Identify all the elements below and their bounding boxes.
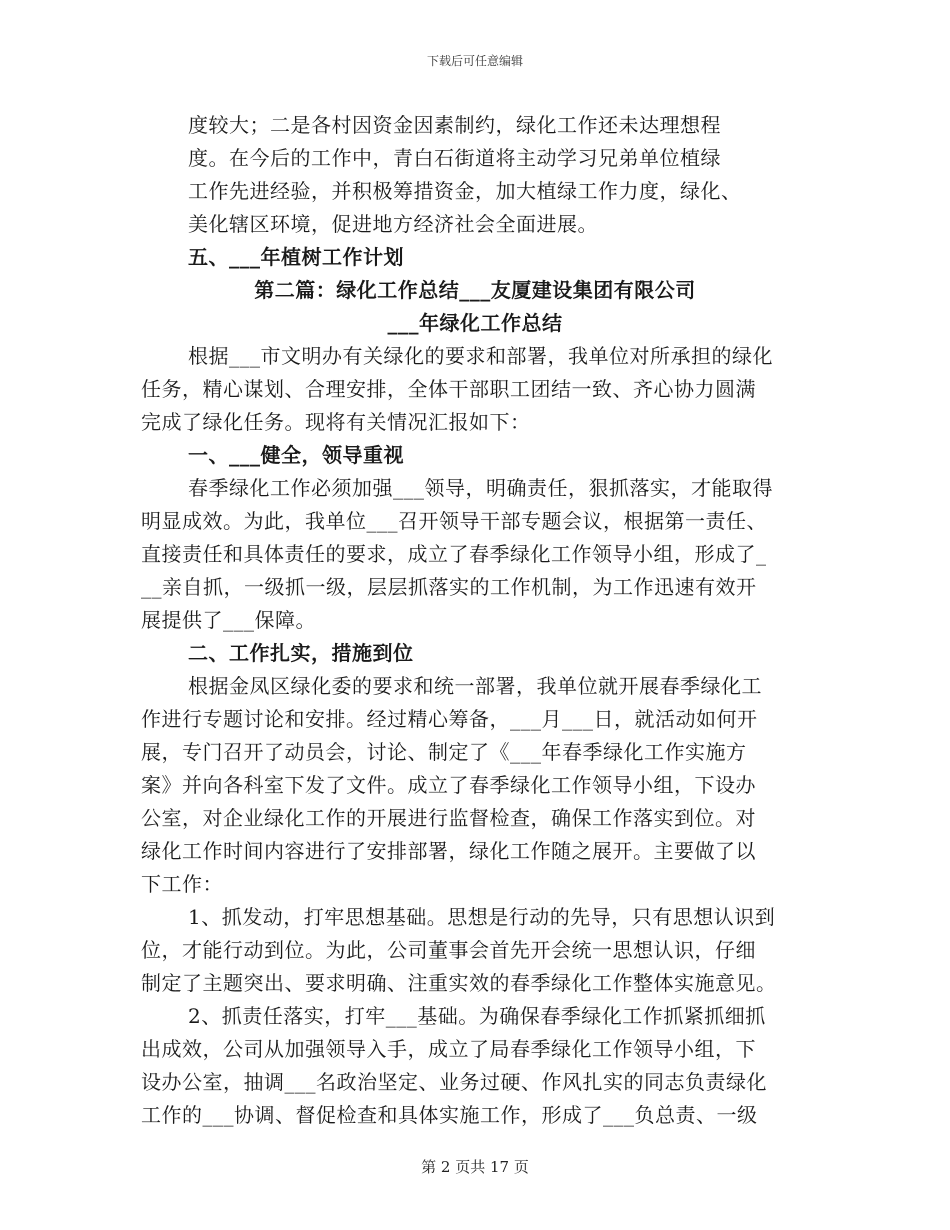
paragraph-line: 工作的___协调、督促检查和具体实施工作，形成了___负总责、一级 [141, 1103, 758, 1127]
paragraph-line: 出成效，公司从加强领导入手，成立了局春季绿化工作领导小组，下 [141, 1037, 756, 1061]
paragraph-line: 1、抓发动，打牢思想基础。思想是行动的先导，只有思想认识到 [188, 905, 776, 929]
paragraph-line: 明显成效。为此，我单位___召开领导干部专题会议，根据第一责任、 [141, 509, 767, 533]
page-header-note: 下载后可任意编辑 [426, 54, 523, 68]
section-heading: 五、___年植树工作计划 [188, 245, 404, 269]
paragraph-line: 制定了主题突出、要求明确、注重实效的春季绿化工作整体实施意见。 [141, 971, 777, 995]
paragraph-line: 展，专门召开了动员会，讨论、制定了《___年春季绿化工作实施方 [141, 740, 747, 764]
paragraph-line: 公室，对企业绿化工作的开展进行监督检查，确保工作落实到位。对 [141, 806, 756, 830]
paragraph-line: 2、抓责任落实，打牢___基础。为确保春季绿化工作抓紧抓细抓 [188, 1004, 766, 1028]
paragraph-line: __亲自抓，一级抓一级，层层抓落实的工作机制，为工作迅速有效开 [141, 575, 757, 599]
paragraph-line: 作进行专题讨论和安排。经过精心筹备，___月___日，就活动如何开 [141, 707, 758, 731]
paragraph-line: 绿化工作时间内容进行了安排部署，绿化工作随之展开。主要做了以 [141, 839, 756, 863]
paragraph-line: 根据___市文明办有关绿化的要求和部署，我单位对所承担的绿化 [188, 344, 773, 368]
paragraph-line: 春季绿化工作必须加强___领导，明确责任，狠抓落实，才能取得 [188, 476, 773, 500]
paragraph-line: 设办公室，抽调___名政治坚定、业务过硬、作风扎实的同志负责绿化 [141, 1070, 767, 1094]
chapter-subtitle: ___年绿化工作总结 [387, 311, 563, 335]
paragraph-line: 直接责任和具体责任的要求，成立了春季绿化工作领导小组，形成了_ [141, 542, 767, 566]
paragraph-line: 工作先进经验，并积极筹措资金，加大植绿工作力度，绿化、 [188, 179, 742, 203]
paragraph-line: 度。在今后的工作中，青白石街道将主动学习兄弟单位植绿 [188, 146, 721, 170]
chapter-title: 第二篇：绿化工作总结___友厦建设集团有限公司 [254, 278, 696, 302]
paragraph-line: 完成了绿化任务。现将有关情况汇报如下： [141, 410, 531, 434]
section-heading: 一、___健全，领导重视 [188, 443, 404, 467]
paragraph-line: 案》并向各科室下发了文件。成立了春季绿化工作领导小组，下设办 [141, 773, 756, 797]
paragraph-line: 任务，精心谋划、合理安排，全体干部职工团结一致、齐心协力圆满 [141, 377, 756, 401]
page-number: 第 2 页共 17 页 [421, 1158, 529, 1176]
paragraph-line: 根据金凤区绿化委的要求和统一部署，我单位就开展春季绿化工 [188, 674, 762, 698]
section-heading: 二、工作扎实，措施到位 [188, 641, 414, 665]
paragraph-line: 位，才能行动到位。为此，公司董事会首先开会统一思想认识，仔细 [141, 938, 756, 962]
paragraph-line: 美化辖区环境，促进地方经济社会全面进展。 [188, 212, 598, 236]
paragraph-line: 下工作： [141, 872, 223, 896]
paragraph-line: 度较大；二是各村因资金因素制约，绿化工作还未达理想程 [188, 113, 721, 137]
paragraph-line: 展提供了___保障。 [141, 608, 316, 632]
